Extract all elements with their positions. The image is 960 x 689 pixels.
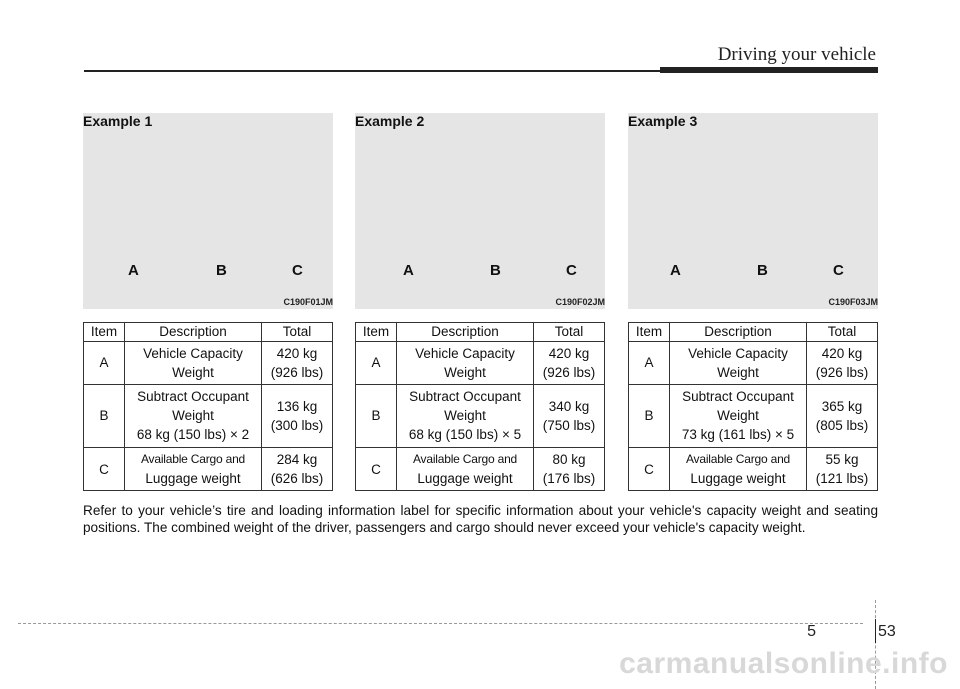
column-header-total: Total bbox=[534, 323, 605, 342]
table-row bbox=[356, 448, 605, 491]
row-item: A bbox=[629, 342, 670, 385]
row-total: 420 kg (926 lbs) bbox=[807, 342, 878, 385]
row-item: B bbox=[84, 384, 125, 448]
figure-code: C190F01JM bbox=[283, 297, 333, 307]
table-row bbox=[356, 342, 605, 385]
row-item: A bbox=[84, 342, 125, 385]
column-header-description: Description bbox=[397, 323, 534, 342]
table-row bbox=[84, 448, 333, 491]
page-number-value: 53 bbox=[878, 623, 896, 640]
row-total: 365 kg (805 lbs) bbox=[807, 384, 878, 448]
example-1 bbox=[83, 113, 333, 487]
column-header-item: Item bbox=[629, 323, 670, 342]
figure-label-b: B bbox=[216, 262, 227, 279]
row-description: Available Cargo and Luggage weight bbox=[670, 448, 807, 491]
table-header-row bbox=[629, 323, 878, 342]
figure-label-c: C bbox=[833, 262, 844, 279]
column-header-item: Item bbox=[356, 323, 397, 342]
row-description: Subtract Occupant Weight 68 kg (150 lbs) × 2 bbox=[125, 384, 262, 448]
row-description: Subtract Occupant Weight 68 kg (150 lbs) × 5 bbox=[397, 384, 534, 448]
row-total: 80 kg (176 lbs) bbox=[534, 448, 605, 491]
row-total: 136 kg (300 lbs) bbox=[262, 384, 333, 448]
page-number-divider bbox=[875, 619, 876, 643]
capacity-table bbox=[355, 322, 605, 491]
figure-label-c: C bbox=[566, 262, 577, 279]
figure-label-b: B bbox=[757, 262, 768, 279]
header-rule-accent bbox=[660, 67, 878, 73]
column-header-total: Total bbox=[262, 323, 333, 342]
example-3 bbox=[628, 113, 878, 487]
table-row bbox=[629, 448, 878, 491]
row-item: C bbox=[629, 448, 670, 491]
table-header-row bbox=[356, 323, 605, 342]
figure-label-a: A bbox=[670, 262, 681, 279]
figure-code: C190F02JM bbox=[555, 297, 605, 307]
example-figure bbox=[83, 113, 333, 309]
table-row bbox=[629, 342, 878, 385]
row-total: 420 kg (926 lbs) bbox=[262, 342, 333, 385]
capacity-table bbox=[628, 322, 878, 491]
body-paragraph: Refer to your vehicle’s tire and loading information label for specific information about your vehicle's capacity weight and seating positions. The combined weight of the driver, passengers and cargo should never exceed your vehicle's capacity weight. bbox=[83, 503, 878, 535]
watermark: carmanualsonline.info bbox=[619, 647, 948, 680]
table-row bbox=[84, 384, 333, 448]
chapter-number: 5 bbox=[807, 623, 816, 640]
header-rule bbox=[84, 70, 660, 72]
page-header-title: Driving your vehicle bbox=[717, 44, 876, 65]
row-item: B bbox=[356, 384, 397, 448]
example-2 bbox=[355, 113, 605, 487]
column-header-description: Description bbox=[670, 323, 807, 342]
row-description: Subtract Occupant Weight 73 kg (161 lbs) × 5 bbox=[670, 384, 807, 448]
row-item: C bbox=[356, 448, 397, 491]
footer-rule bbox=[18, 623, 863, 624]
row-total: 284 kg (626 lbs) bbox=[262, 448, 333, 491]
figure-label-a: A bbox=[128, 262, 139, 279]
row-total: 55 kg (121 lbs) bbox=[807, 448, 878, 491]
example-title: Example 1 bbox=[83, 113, 153, 129]
example-figure bbox=[628, 113, 878, 309]
row-description: Available Cargo and Luggage weight bbox=[397, 448, 534, 491]
column-header-description: Description bbox=[125, 323, 262, 342]
figure-code: C190F03JM bbox=[828, 297, 878, 307]
row-item: A bbox=[356, 342, 397, 385]
table-row bbox=[356, 384, 605, 448]
example-figure bbox=[355, 113, 605, 309]
table-row bbox=[629, 384, 878, 448]
row-total: 420 kg (926 lbs) bbox=[534, 342, 605, 385]
example-title: Example 3 bbox=[628, 113, 698, 129]
table-row bbox=[84, 342, 333, 385]
row-item: C bbox=[84, 448, 125, 491]
column-header-item: Item bbox=[84, 323, 125, 342]
column-header-total: Total bbox=[807, 323, 878, 342]
table-header-row bbox=[84, 323, 333, 342]
row-description: Vehicle Capacity Weight bbox=[125, 342, 262, 385]
example-title: Example 2 bbox=[355, 113, 425, 129]
row-description: Vehicle Capacity Weight bbox=[397, 342, 534, 385]
row-item: B bbox=[629, 384, 670, 448]
row-total: 340 kg (750 lbs) bbox=[534, 384, 605, 448]
row-description: Available Cargo and Luggage weight bbox=[125, 448, 262, 491]
figure-label-a: A bbox=[403, 262, 414, 279]
figure-label-b: B bbox=[490, 262, 501, 279]
figure-label-c: C bbox=[292, 262, 303, 279]
row-description: Vehicle Capacity Weight bbox=[670, 342, 807, 385]
capacity-table bbox=[83, 322, 333, 491]
